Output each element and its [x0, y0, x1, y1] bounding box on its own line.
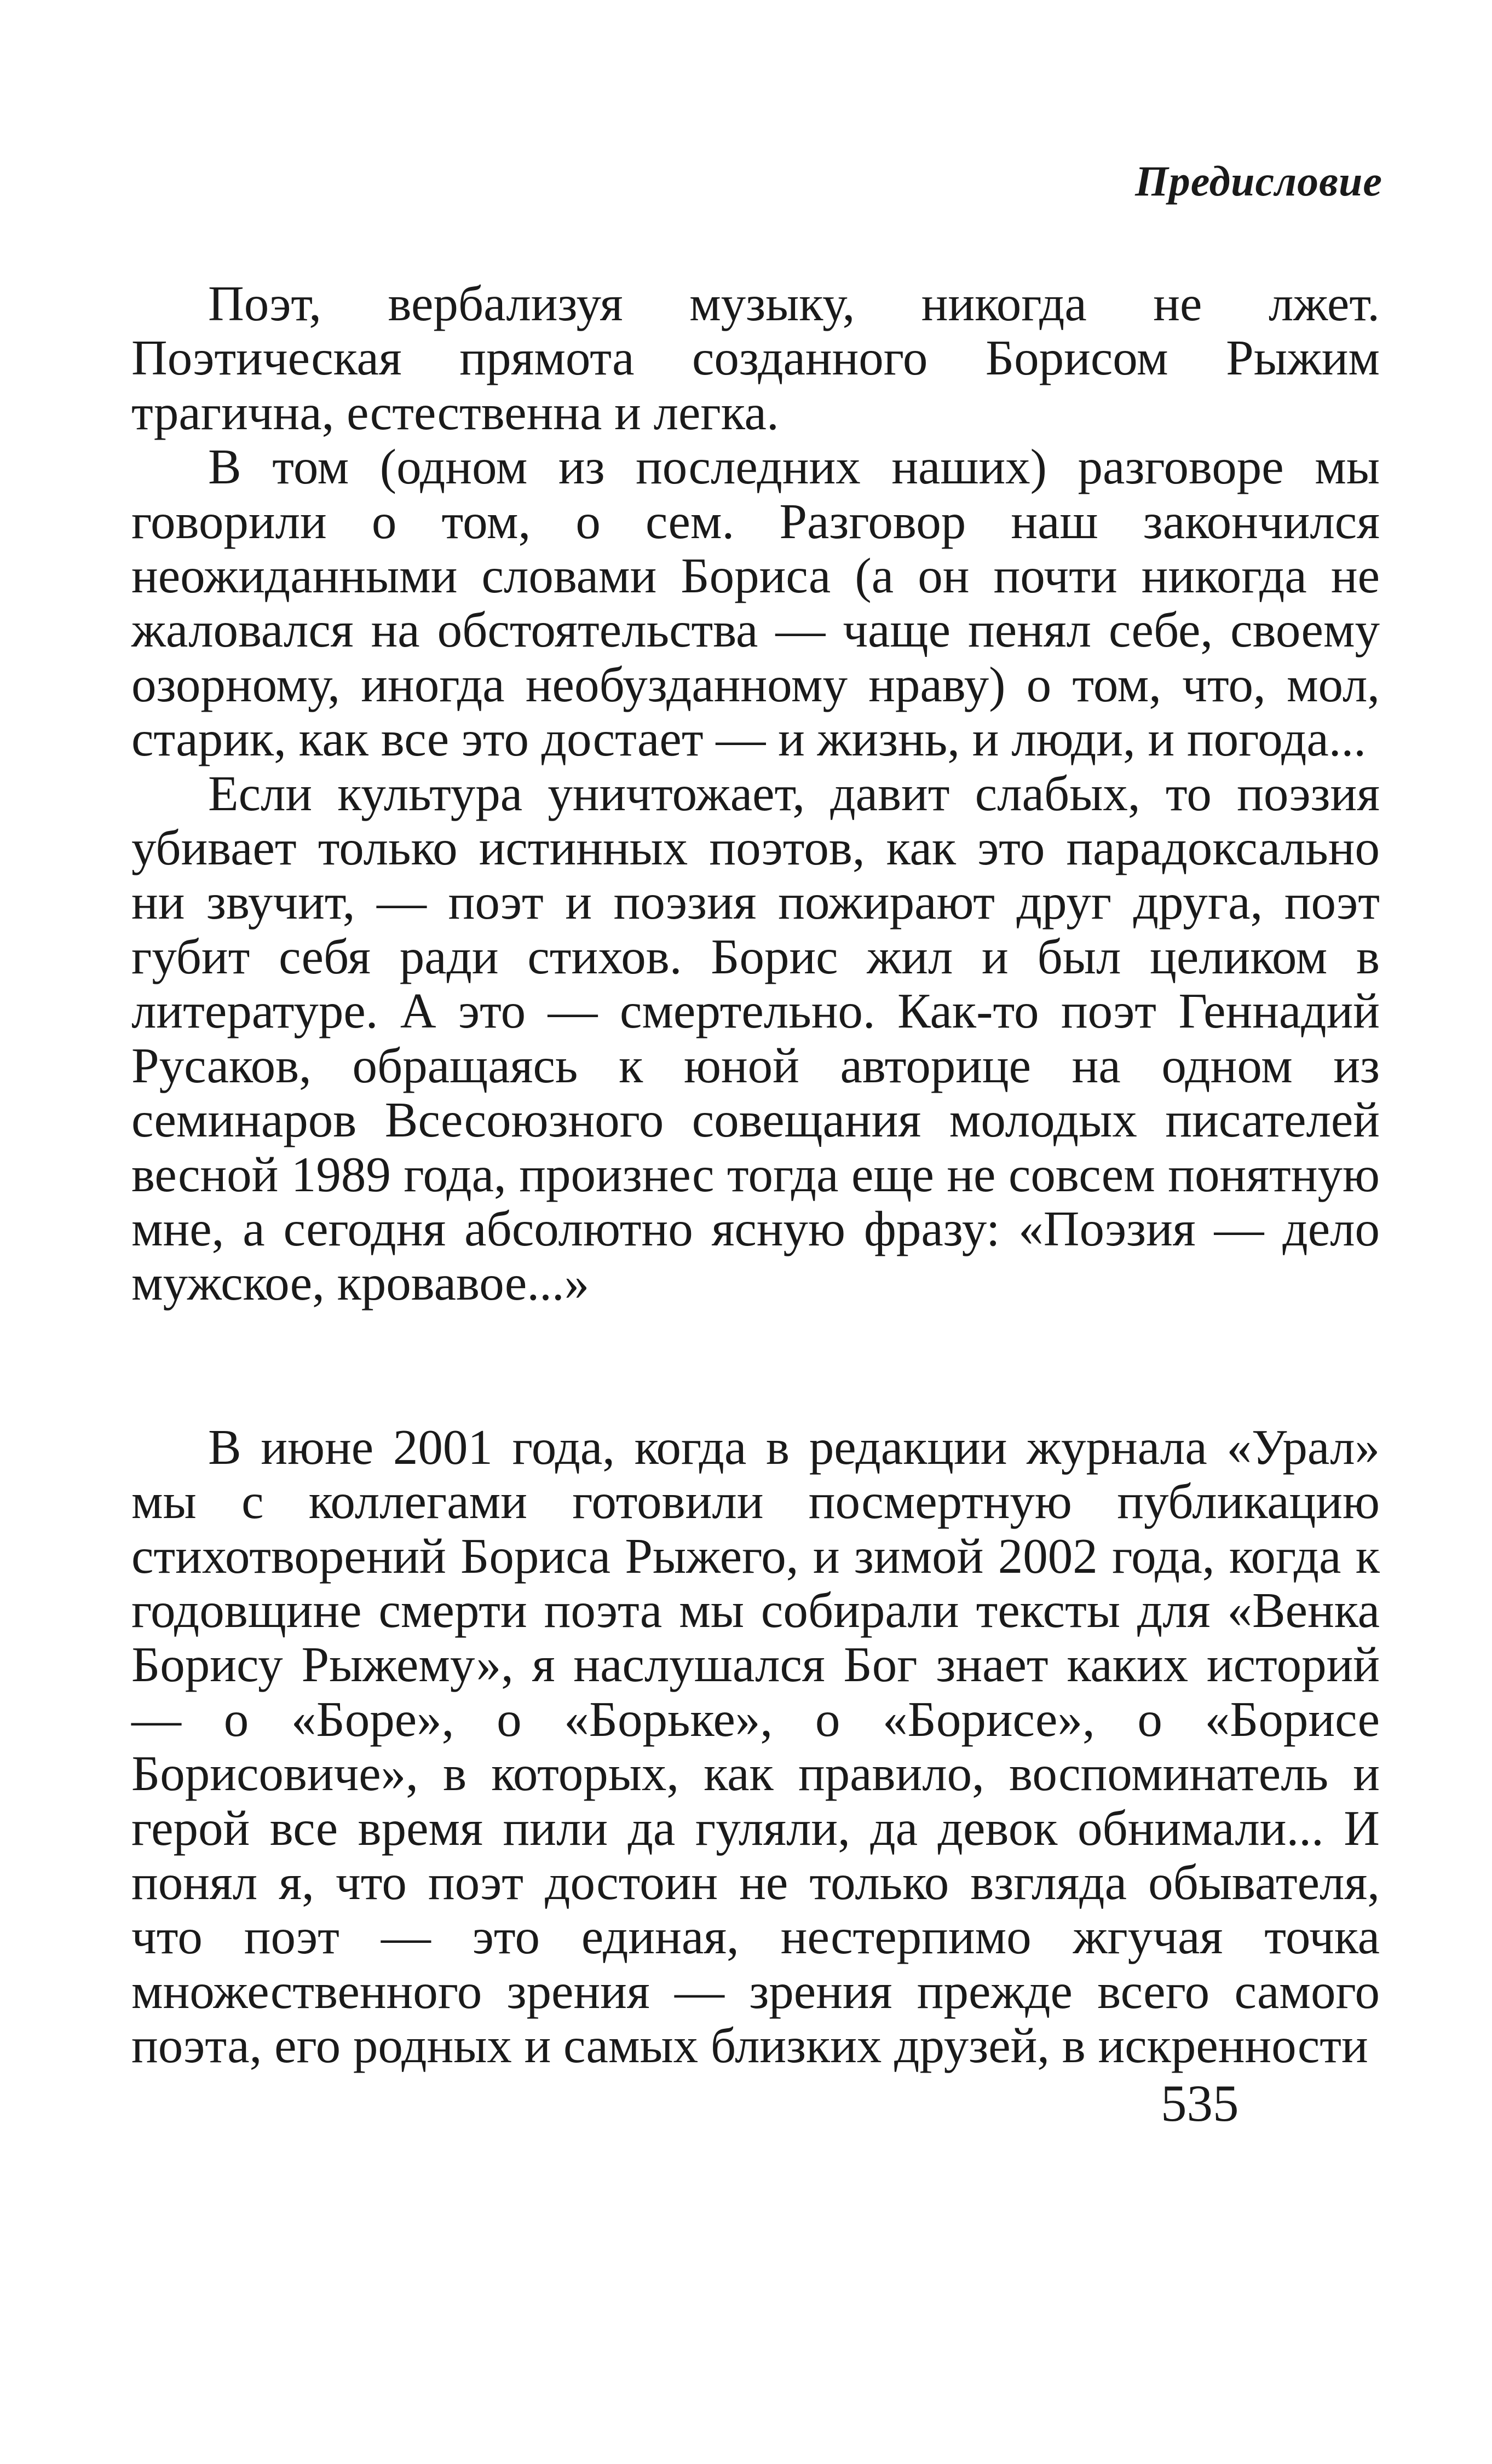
page-number: 535 [1161, 2074, 1239, 2132]
paragraph-1: Поэт, вербализуя музыку, никогда не лжет. Поэтическая прямота созданного Борисом Рыжим трагична, естественна и легка. [131, 276, 1380, 440]
body-text [131, 276, 1380, 2073]
paragraph-3: Если культура уничтожает, давит слабых, то поэзия убивает только истинных поэтов, как это парадоксально ни звучит, — поэт и поэзия пожирают друг друга, поэт губит себя ради стихов. Борис жил и был целиком в литературе. А это — смертельно. Как-то поэт Геннадий Русаков, обращаясь к юной авторице на одном из семинаров Всесоюзного совещания молодых писателей весной 1989 года, произнес тогда еще не совсем понятную мне, а сегодня абсолютно ясную фразу: «Поэзия — дело мужское, кровавое...» [131, 765, 1380, 1311]
paragraph-4: В июне 2001 года, когда в редакции журнала «Урал» мы с коллегами готовили посмертную публикацию стихотворений Бориса Рыжего, и зимой 2002 года, когда к годовщине смерти поэта мы собирали тексты для «Венка Борису Рыжему», я наслушался Бог знает каких историй — о «Боре», о «Борьке», о «Борисе», о «Борисе Борисовиче», в которых, как правило, воспоминатель и герой все время пили да гуляли, да девок обнимали... И понял я, что поэт достоин не только взгляда обывателя, что поэт — это единая, нестерпимо жгучая точка множественного зрения — зрения прежде всего самого поэта, его родных и самых близких друзей, в искренности [131, 1419, 1380, 2074]
running-head: Предисловие [1135, 157, 1382, 205]
paragraph-2: В том (одном из последних наших) разговоре мы говорили о том, о сем. Разговор наш закончился неожиданными словами Бориса (а он почти никогда не жаловался на обстоятельства — чаще пенял себе, своему озорному, иногда необузданному нраву) о том, что, мол, старик, как все это достает — и жизнь, и люди, и погода... [131, 439, 1380, 767]
